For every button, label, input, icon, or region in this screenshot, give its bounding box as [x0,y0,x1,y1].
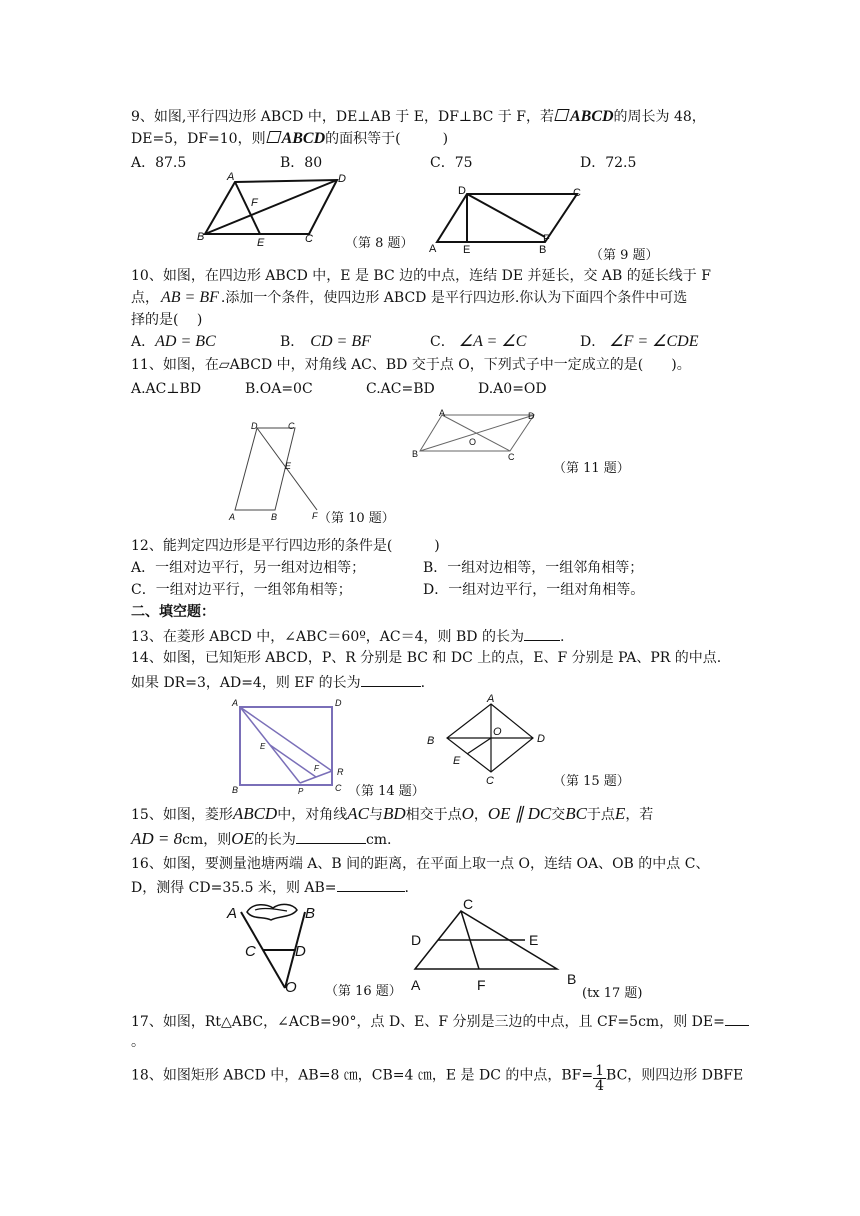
fig10-label-b: B [271,512,278,522]
fig14-label-e: E [260,742,266,751]
q15-line2: AD = 8cm，则OE的长为 cm. [131,829,392,848]
q16-line1: 16、如图，要测量池塘两端 A、B 间的距离，在平面上取一点 O，连结 OA、OB 的中点 C、 [131,856,710,872]
fig11-label-d: D [528,411,535,421]
q9-option-c: C．75 [430,155,473,171]
q11-option-b: B.OA=0C [245,381,313,397]
q14-line1: 14、如图，已知矩形 ABCD，P、R 分别是 BC 和 DC 上的点，E、F 分别是 PA、PR 的中点. [131,650,722,666]
figure-14 [228,697,353,795]
q10-option-d: D． ∠F = ∠CDE [580,333,699,350]
fig15-label-d: D [537,733,545,745]
q10-line2: 点， AB = BF .添加一个条件，使四边形 ABCD 是平行四边形.你认为下面四个条件中可选 [131,289,688,306]
q11-option-d: D.A0=OD [478,381,547,397]
fig14-label-b: B [232,785,239,795]
fig16-label-a: A [227,905,238,922]
fig10-label-d: D [251,421,258,431]
q9-option-a: A．87.5 [131,155,187,171]
figure-11 [410,405,545,465]
q12-option-d: D．一组对边平行，一组对角相等。 [423,582,645,598]
q17-answer-blank [725,1011,749,1026]
caption-fig17: (tx 17 题) [582,986,643,1001]
q14-answer-blank [361,672,421,687]
q17-line1: 17、如图，Rt△ABC，∠ACB=90°，点 D、E、F 分别是三边的中点，且 CF=5cm，则 DE= [131,1011,749,1031]
figure-17 [405,895,585,995]
q10-option-c: C． ∠A = ∠C [430,333,527,350]
caption-fig8: （第 8 题） [345,236,414,251]
parallelogram-symbol [554,109,569,121]
fig9-label-b: B [539,244,547,254]
q16-line2: D，测得 CD=35.5 米，则 AB= . [131,877,409,897]
fig11-label-a: A [439,408,446,418]
caption-fig14: （第 14 题） [348,784,425,799]
q13-line: 13、在菱形 ABCD 中，∠ABC＝60º，AC＝4，则 BD 的长为 . [131,626,564,646]
fig11-label-o: O [469,437,477,447]
fig16-label-o: O [285,979,297,996]
fig17-label-f: F [477,977,486,993]
fig15-label-a: A [487,693,495,705]
q11-option-a: A.AC⊥BD [131,381,202,397]
fig16-label-c: C [245,943,256,960]
q10-line3: 择的是( ) [131,312,203,328]
fig10-label-e: E [285,461,292,471]
fig15-label-e: E [453,755,461,767]
q11-option-c: C.AC=BD [366,381,435,397]
fig17-label-b: B [567,971,577,987]
q18-line1: 18、如图矩形 ABCD 中，AB=8 ㎝，CB=4 ㎝，E 是 DC 的中点，BF= $\frac{1}{4}$ BC，则四边形 DBFE [131,1063,744,1094]
caption-fig15: （第 15 题） [553,774,630,789]
fig14-label-c: C [335,783,342,793]
q13-answer-blank [524,626,560,641]
fig16-label-d: D [295,943,306,960]
q12-line1: 12、能判定四边形是平行四边形的条件是( ) [131,538,440,554]
fig10-label-a: A [229,512,236,522]
caption-fig16: （第 16 题） [325,984,402,999]
figure-8 [195,170,355,250]
fig8-label-c: C [305,233,313,245]
fig14-label-p: P [298,787,304,795]
q12-option-a: A．一组对边平行，另一组对边相等； [131,560,366,576]
caption-fig10: （第 10 题） [318,511,395,526]
q9-option-b: B．80 [280,155,323,171]
fig8-label-e: E [257,237,265,249]
fig8-label-b: B [197,231,205,243]
fig14-label-f: F [314,764,319,773]
q9-option-d: D．72.5 [580,155,637,171]
fig14-label-a: A [232,698,239,708]
caption-fig9: （第 9 题） [590,248,659,263]
q10-formula: AB = BF [161,289,219,306]
q14-line2: 如果 DR=3，AD=4，则 EF 的长为 . [131,672,425,692]
q12-option-c: C．一组对边平行，一组邻角相等； [131,582,352,598]
section-fill-in-heading: 二、填空题： [131,604,215,620]
fig9-label-c: C [573,187,581,199]
figure-16 [225,898,325,996]
fig15-label-o: O [493,726,502,738]
fig9-label-f: F [543,233,550,245]
fig14-label-d: D [335,698,342,708]
parallelogram-symbol [266,131,281,143]
fig8-label-d: D [338,173,346,185]
caption-fig11: （第 11 题） [553,461,630,476]
q15-line1: 15、如图，菱形ABCD中，对角线AC与BD相交于点O，OE ∥ DC交BC于点E，若 [131,804,654,823]
fig14-label-r: R [337,767,344,777]
q10-option-a: A．AD = BC [131,333,216,350]
fig9-label-d: D [458,185,466,197]
fig9-label-e: E [463,244,471,254]
fig17-label-e: E [529,932,539,948]
fig8-label-a: A [227,171,235,183]
q15-answer-blank [296,829,366,844]
fig9-label-a: A [429,243,437,254]
fig17-label-d: D [411,932,422,948]
fig10-label-f: F [312,511,318,521]
fig17-label-c: C [463,896,474,912]
q9-line1: 9、如图,平行四边形 ABCD 中，DE⊥AB 于 E，DF⊥BC 于 F，若 ABCD的周长为 48， [131,108,706,125]
q17-line2: 。 [131,1034,145,1050]
fig17-label-a: A [411,977,421,993]
q12-option-b: B．一组对边相等，一组邻角相等； [423,560,644,576]
fig16-label-b: B [305,905,316,922]
q9-line2: DE=5，DF=10，则 ABCD的面积等于( ) [131,130,449,147]
fig8-label-f: F [251,197,258,209]
q10-line1: 10、如图，在四边形 ABCD 中，E 是 BC 边的中点，连结 DE 并延长，交 AB 的延长线于 F [131,268,711,284]
figure-15 [423,692,553,786]
q16-answer-blank [337,877,405,892]
fig15-label-c: C [486,775,494,786]
figure-10 [225,418,330,524]
q18-fraction: $\frac{1}{4}$ [595,1063,605,1094]
fig10-label-c: C [288,421,295,431]
q11-line1: 11、如图，在▱ABCD 中，对角线 AC、BD 交于点 O，下列式子中一定成立的是( )。 [131,357,691,373]
q10-option-b: B． CD = BF [280,333,371,350]
fig11-label-c: C [508,452,515,462]
fig15-label-b: B [427,735,435,747]
figure-9 [425,182,595,254]
fig11-label-b: B [412,449,419,459]
